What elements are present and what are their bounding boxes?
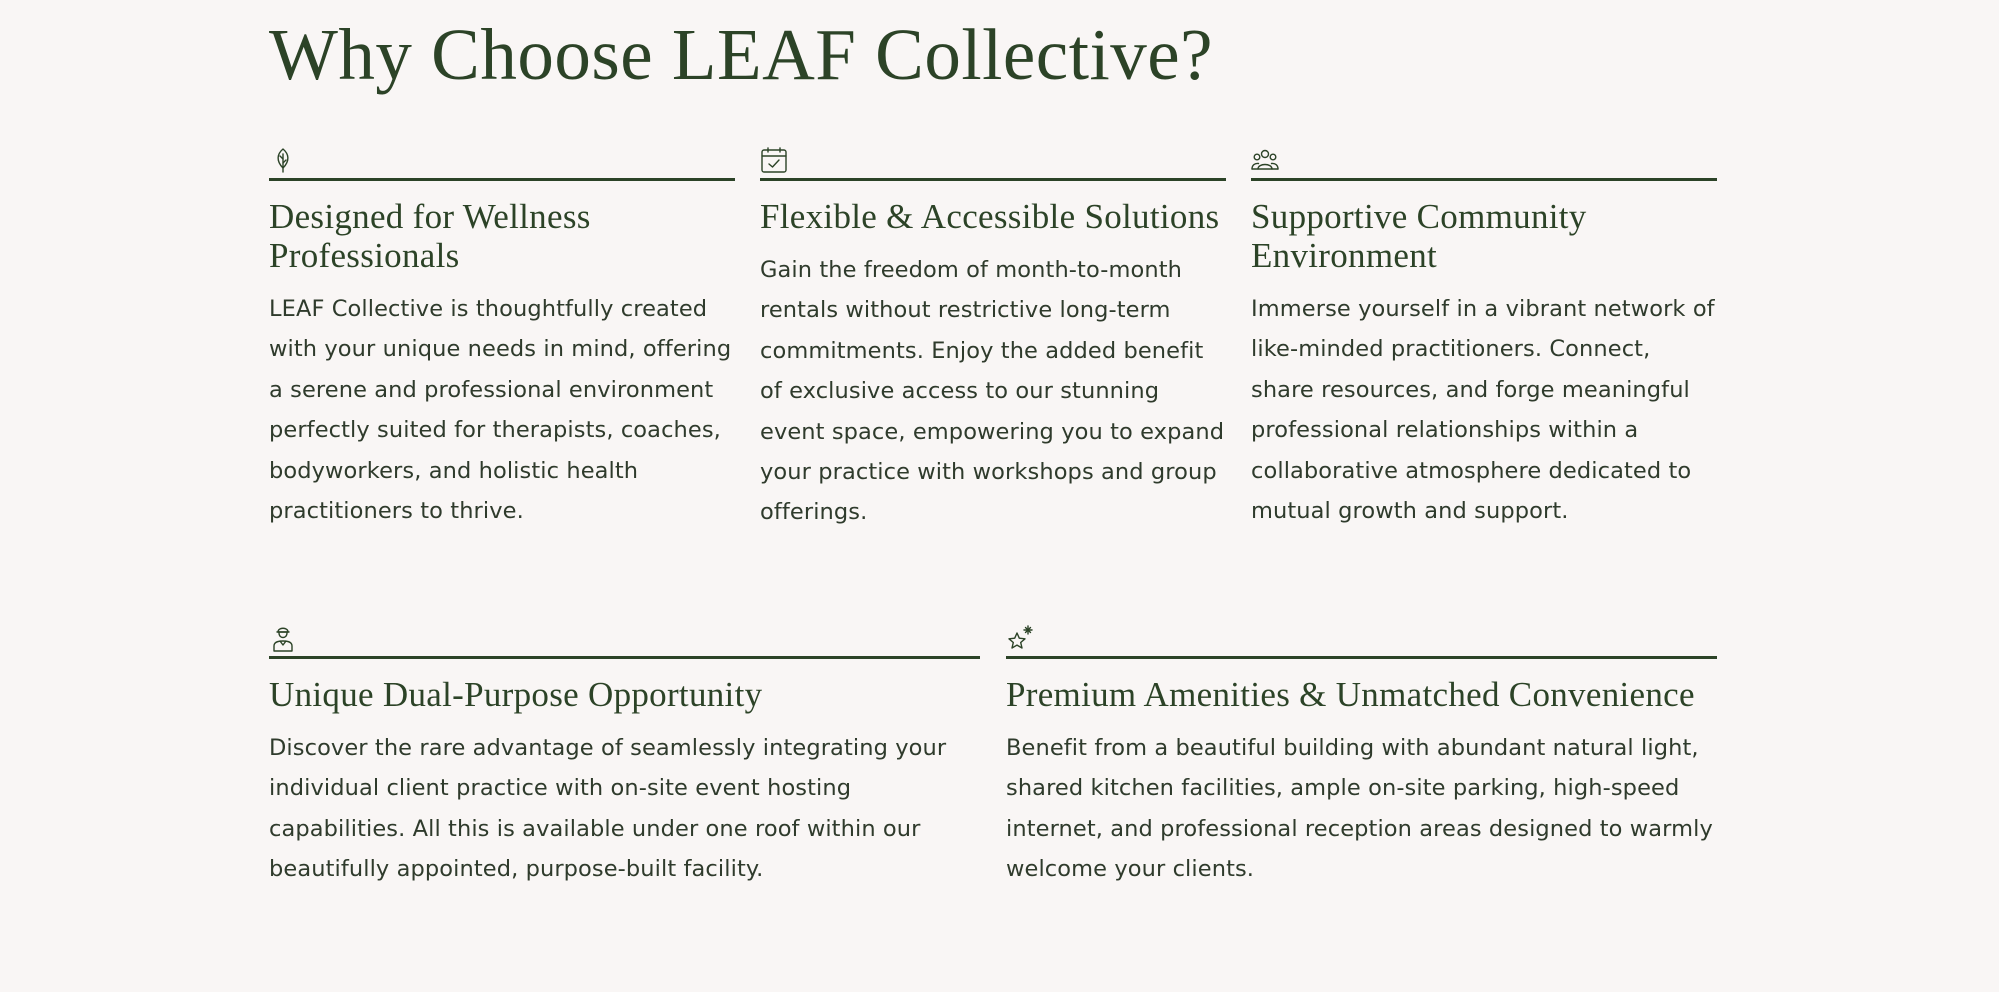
- card-body: Immerse yourself in a vibrant network of like-minded practitioners. Connect, share resources, and forge meaningful professional relationships within a collaborative atmosphere dedicated to mutual growth and support.: [1251, 296, 1715, 525]
- feature-card-wellness: [269, 140, 735, 531]
- leaf-icon: [269, 146, 297, 174]
- card-body: Gain the freedom of month-to-month rentals without restrictive long-term commitments. Enjoy the added benefit of exclusive access to our stunning event space, empowering you to expand your practice with workshops and group offerings.: [760, 257, 1225, 526]
- card-title: Designed for Wellness Professionals: [269, 197, 591, 275]
- card-icon-row: [269, 618, 980, 659]
- feature-card-dual-purpose: [269, 618, 980, 890]
- sparkle-star-icon: [1006, 624, 1034, 652]
- card-title: Unique Dual-Purpose Opportunity: [269, 675, 763, 714]
- page-title: Why Choose LEAF Collective?: [269, 14, 1214, 95]
- community-icon: [1251, 146, 1279, 174]
- feature-card-community: [1251, 140, 1717, 531]
- feature-card-amenities: [1006, 618, 1717, 890]
- card-title: Flexible & Accessible Solutions: [760, 197, 1220, 236]
- card-icon-row: [760, 140, 1226, 181]
- card-body: LEAF Collective is thoughtfully created with your unique needs in mind, offering a serene and professional environment perfectly suited for therapists, coaches, bodyworkers, and holistic health practitioners to thrive.: [269, 296, 732, 525]
- calendar-check-icon: [760, 146, 788, 174]
- card-body: Discover the rare advantage of seamlessly integrating your individual client practice with on-site event hosting capabilities. All this is available under one roof within our beautifully appointed, purpose-built facility.: [269, 735, 947, 883]
- card-icon-row: [1006, 618, 1717, 659]
- card-icon-row: [269, 140, 735, 181]
- card-icon-row: [1251, 140, 1717, 181]
- practitioner-icon: [269, 624, 297, 652]
- feature-card-flexible: [760, 140, 1226, 533]
- card-body: Benefit from a beautiful building with abundant natural light, shared kitchen facilities, ample on-site parking, high-speed internet, and professional reception areas designed to warmly welcome your clients.: [1006, 735, 1713, 883]
- card-title: Premium Amenities & Unmatched Convenience: [1006, 675, 1695, 714]
- card-title: Supportive Community Environment: [1251, 197, 1587, 275]
